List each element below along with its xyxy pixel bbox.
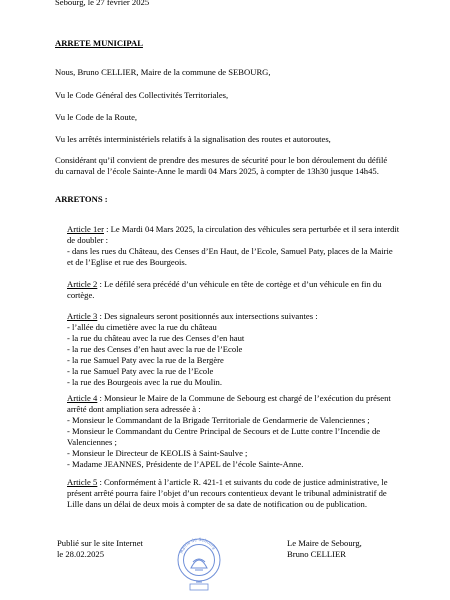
- article-4-first-line: [67, 393, 391, 403]
- considering-line: Considérant qu’il convient de prendre des mesures de sécurité pour le bon déroulement du défilé: [55, 155, 388, 165]
- article-5-first-line: [67, 477, 388, 487]
- preamble-line: Nous, Bruno CELLIER, Maire de la commune de SEBOURG,: [55, 67, 271, 77]
- publication-note: Publié sur le site Internet: [57, 538, 143, 548]
- article-3-line: - la rue des Censes d’en haut avec la rue de l’Ecole: [67, 344, 243, 354]
- preamble-line: Vu le Code Général des Collectivités Territoriales,: [55, 90, 229, 100]
- date-line: Sebourg, le 27 février 2025: [55, 0, 150, 7]
- article-5-line: Lille dans un délai de deux mois à compter de sa date de notification ou de publication.: [67, 499, 367, 509]
- article-4-line: Valenciennes ;: [67, 437, 117, 447]
- signature-name: Bruno CELLIER: [287, 549, 346, 559]
- article-4-line: arrêté dont ampliation sera adressée à :: [67, 404, 201, 414]
- considering-line: du carnaval de l’école Sainte-Anne le mardi 04 Mars 2025, à compter de 13h30 jusque 14h45.: [55, 166, 379, 176]
- publication-date: le 28.02.2025: [57, 549, 105, 559]
- article-4-line: - Monsieur le Commandant du Centre Principal de Secours et de Lutte contre l’Incendie de: [67, 426, 381, 436]
- svg-text:Mairie de Sebourg: Mairie de Sebourg: [179, 537, 217, 555]
- article-1-line: - dans les rues du Château, des Censes d’En Haut, de l’Ecole, Samuel Paty, places de la Mairie: [67, 246, 393, 256]
- article-1-first-line: [67, 224, 399, 234]
- article-3-line: - l’allée du cimetière avec la rue du château: [67, 322, 217, 332]
- article-3-line: - la rue du château avec la rue des Censes d’en haut: [67, 333, 245, 343]
- article-2-first-line: [67, 279, 382, 289]
- article-2-text: : Le défilé sera précédé d’un véhicule en tête de cortège et d’un véhicule en fin du: [97, 279, 382, 289]
- article-4-line: - Madame JEANNES, Présidente de l’APEL de l’école Sainte-Anne.: [67, 459, 304, 469]
- article-4-text: : Monsieur le Maire de la Commune de Sebourg est chargé de l’exécution du présent: [97, 393, 391, 403]
- article-4-line: - Monsieur le Commandant de la Brigade Territoriale de Gendarmerie de Valenciennes ;: [67, 415, 370, 425]
- article-3-first-line: [67, 311, 318, 321]
- document-title: ARRETE MUNICIPAL: [55, 38, 143, 48]
- article-3-text: : Des signaleurs seront positionnés aux intersections suivantes :: [97, 311, 318, 321]
- article-3-line: - la rue Samuel Paty avec la rue de l’Ecole: [67, 366, 214, 376]
- article-3-label: Article 3: [67, 311, 98, 321]
- article-2-label: Article 2: [67, 279, 98, 289]
- article-1-text: : Le Mardi 04 Mars 2025, la circulation des véhicules sera perturbée et il sera interdit: [103, 224, 400, 234]
- article-1-line: et de l’Eglise et rue des Bourgeois.: [67, 257, 187, 267]
- preamble-line: Vu les arrêtés interministériels relatifs à la signalisation des routes et autoroutes,: [55, 134, 331, 144]
- signature-title: Le Maire de Sebourg,: [287, 538, 362, 548]
- article-4-line: - Monsieur le Directeur de KEOLIS à Saint-Saulve ;: [67, 448, 248, 458]
- article-3-line: - la rue des Bourgeois avec la rue du Moulin.: [67, 377, 222, 387]
- article-5-label: Article 5: [67, 477, 98, 487]
- article-2-line: cortège.: [67, 290, 95, 300]
- article-1-line: de doubler :: [67, 235, 109, 245]
- article-5-text: : Conformément à l’article R. 421-1 et suivants du code de justice administrative, le: [97, 477, 388, 487]
- article-1-label: Article 1er: [67, 224, 104, 234]
- municipal-seal-icon: [176, 532, 222, 592]
- article-3-line: - la rue Samuel Paty avec la rue de la Bergère: [67, 355, 224, 365]
- article-5-line: présent arrêté pourra faire l’objet d’un recours contentieux devant le tribunal administratif de: [67, 488, 387, 498]
- preamble-line: Vu le Code de la Route,: [55, 112, 138, 122]
- article-4-label: Article 4: [67, 393, 98, 403]
- arretons-heading: ARRETONS :: [55, 194, 108, 204]
